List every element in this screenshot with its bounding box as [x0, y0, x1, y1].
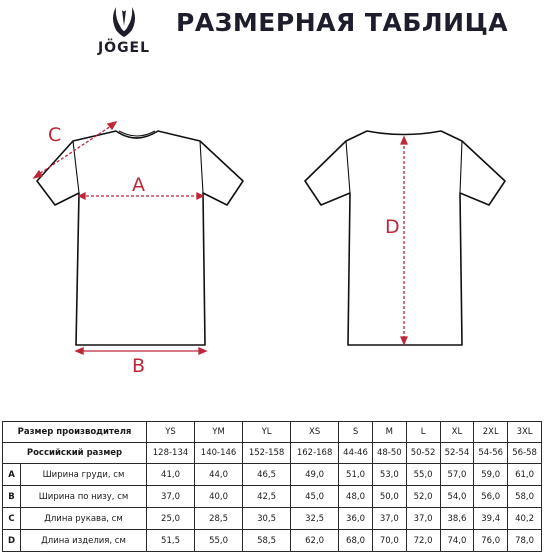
- table-cell: 78,0: [508, 530, 542, 552]
- table-cell: 55,0: [406, 464, 440, 486]
- row-label: Длина изделия, см: [21, 530, 147, 552]
- table-cell: 52-54: [440, 443, 474, 464]
- table-cell: M: [372, 422, 406, 443]
- table-row: [3, 464, 542, 486]
- table-cell: 57,0: [440, 464, 474, 486]
- table-row: [3, 530, 542, 552]
- row-key: C: [3, 508, 21, 530]
- table-header-label: Размер производителя: [3, 422, 147, 443]
- table-cell: 40,0: [195, 486, 243, 508]
- table-cell: 55,0: [195, 530, 243, 552]
- row-label: Ширина по низу, см: [21, 486, 147, 508]
- row-label: Ширина груди, см: [21, 464, 147, 486]
- table-cell: 68,0: [339, 530, 373, 552]
- label-a: A: [132, 174, 145, 196]
- tshirt-front-icon: [37, 131, 243, 345]
- table-cell: 70,0: [372, 530, 406, 552]
- table-cell: 58,5: [243, 530, 291, 552]
- table-cell: 45,0: [291, 486, 339, 508]
- table-cell: 72,0: [406, 530, 440, 552]
- brand-logo: [86, 4, 162, 60]
- table-row: [3, 443, 542, 464]
- table-cell: 32,5: [291, 508, 339, 530]
- table-cell: 50-52: [406, 443, 440, 464]
- table-cell: 128-134: [147, 443, 195, 464]
- table-cell: 38,6: [440, 508, 474, 530]
- label-c: C: [48, 124, 62, 146]
- table-cell: 2XL: [474, 422, 508, 443]
- table-cell: 39,4: [474, 508, 508, 530]
- table-cell: 36,0: [339, 508, 373, 530]
- row-key: A: [3, 464, 21, 486]
- table-cell: L: [406, 422, 440, 443]
- table-cell: 48-50: [372, 443, 406, 464]
- header: [0, 0, 544, 64]
- label-b: B: [132, 355, 146, 377]
- table-cell: 30,5: [243, 508, 291, 530]
- table-cell: 37,0: [372, 508, 406, 530]
- table-cell: 37,0: [147, 486, 195, 508]
- table-cell: 56-58: [508, 443, 542, 464]
- table-cell: 42,5: [243, 486, 291, 508]
- table-cell: 74,0: [440, 530, 474, 552]
- table-cell: 51,5: [147, 530, 195, 552]
- label-d: D: [385, 216, 400, 238]
- brand-emblem-icon: [86, 4, 162, 40]
- table-cell: 44-46: [339, 443, 373, 464]
- table-cell: XS: [291, 422, 339, 443]
- table-cell: 51,0: [339, 464, 373, 486]
- table-cell: 50,0: [372, 486, 406, 508]
- table-cell: 44,0: [195, 464, 243, 486]
- table-cell: YS: [147, 422, 195, 443]
- table-cell: 58,0: [508, 486, 542, 508]
- table-cell: 54,0: [440, 486, 474, 508]
- table-cell: 62,0: [291, 530, 339, 552]
- row-key: B: [3, 486, 21, 508]
- table-row: [3, 508, 542, 530]
- table-cell: S: [339, 422, 373, 443]
- table-cell: 54-56: [474, 443, 508, 464]
- table-cell: 152-158: [243, 443, 291, 464]
- table-cell: 40,2: [508, 508, 542, 530]
- table-cell: 56,0: [474, 486, 508, 508]
- table-cell: 61,0: [508, 464, 542, 486]
- table-cell: 140-146: [195, 443, 243, 464]
- tshirt-back-icon: [305, 131, 505, 345]
- size-diagram: [0, 100, 544, 390]
- table-cell: 28,5: [195, 508, 243, 530]
- row-key: D: [3, 530, 21, 552]
- table-cell: 76,0: [474, 530, 508, 552]
- table-cell: 37,0: [406, 508, 440, 530]
- table-row: [3, 422, 542, 443]
- table-cell: 49,0: [291, 464, 339, 486]
- page-title: РАЗМЕРНАЯ ТАБЛИЦА: [176, 8, 509, 37]
- table-cell: YL: [243, 422, 291, 443]
- table-cell: 46,5: [243, 464, 291, 486]
- row-label: Длина рукава, см: [21, 508, 147, 530]
- table-cell: 48,0: [339, 486, 373, 508]
- table-cell: 53,0: [372, 464, 406, 486]
- table-header-label: Российский размер: [3, 443, 147, 464]
- table-cell: 162-168: [291, 443, 339, 464]
- table-cell: 25,0: [147, 508, 195, 530]
- size-table: [2, 421, 542, 552]
- table-cell: 41,0: [147, 464, 195, 486]
- table-row: [3, 486, 542, 508]
- brand-name: JÖGEL: [97, 40, 151, 56]
- table-cell: 3XL: [508, 422, 542, 443]
- table-cell: 52,0: [406, 486, 440, 508]
- table-cell: XL: [440, 422, 474, 443]
- table-cell: 59,0: [474, 464, 508, 486]
- tshirt-diagram: [0, 100, 544, 390]
- table-cell: YM: [195, 422, 243, 443]
